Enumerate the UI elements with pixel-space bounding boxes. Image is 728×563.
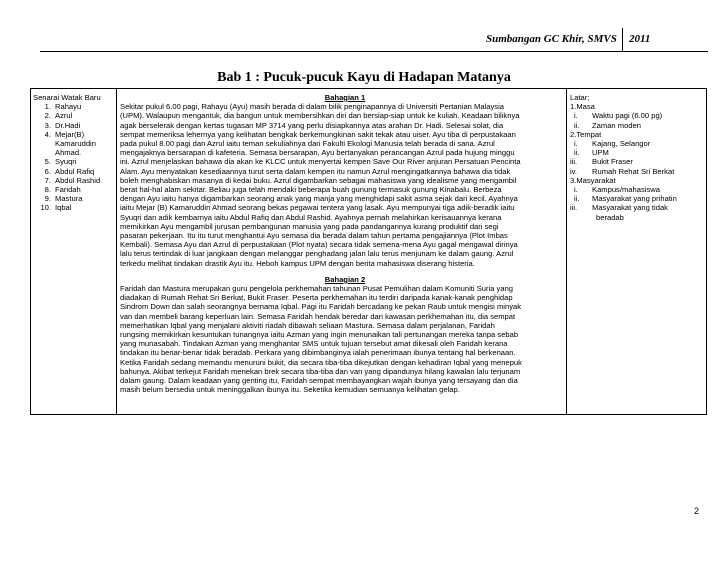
list-item: i. Kajang, Selangor: [574, 139, 651, 149]
page-number: 2: [694, 506, 700, 516]
list-item: 7. Abdul Rashid: [44, 175, 101, 185]
setting-masa-label: 1.Masa: [570, 102, 595, 112]
list-item: 5. Syuqri: [44, 157, 77, 167]
header-separator: [622, 28, 623, 52]
list-item: 8. Faridah: [44, 185, 81, 195]
list-item: 9. Mastura: [44, 194, 83, 204]
setting-tempat-label: 2.Tempat: [570, 129, 602, 139]
section-1-paragraph: Sekitar pukul 6.00 pagi, Rahayu (Ayu) masih berada di dalam bilik penginapannya di Universiti Pertanian Malaysia (UPM). Walaupun mengantuk, dia bangun untuk membersihkan diri dan bersiap-siap untuk ke kuliah. Keadaan biliknya agak berselerak dengan kertas tugasan MP 3714 yang perlu disiapkannya atas arahan Dr. Hadi. Selesai solat, dia sempat memeriksa lehernya yang kelihatan bengkak berkemungkinan sakit tekak atau uiser. Ayu tiba di perpustakaan pada pukul 8.00 pagi dan Azrul iaitu teman sekuliahnya dari Fakulti Ekologi Manusia telah berada di sana. Azrul mengajaknya bersarapan di kafeteria. Semasa bersarapan, Ayu bertanyakan perancangan Azrul pada hujung minggu ini. Azrul menjelaskan bahawa dia akan ke KLCC untuk menyertai kempen Save Our River anjuran Persatuan Pencinta Alam. Ayu menyatakan kesediaannya turut serta dalam kempen itu namun Azrul mengingatkannya bahawa dia tidak boleh menghabiskan masanya di kedai buku. Azrul digambarkan sebagai mahasiswa yang idealisme yang mengambil berat hal-hal alam sekitar. Beliau juga telah mendaki beberapa buah gunung termasuk gunung Kinabalu. Berbeza dengan Ayu iaitu hanya digambarkan seorang anak yang manja yang menghidapi sakit asma sejak dari kecil. Ayahnya iaitu Mejar (B) Kamaruddin Ahmad seorang bekas pegawai tentera yang lasak. Ayu mempunyai tiga adik-beradik iaitu Syuqri dan adik kembarnya iaitu Abdul Rafiq dan Abdul Rashid. Ayahnya pernah melahirkan kerisauannya kerana memikirkan Ayu mengambil jurusan pembangunan manusia yang pada pandangannya kurang produktif dari segi pasaran pekerjaan. Itu itu turut menghantui Ayu semasa dia berada dalam tahun pertama pengajiannya (Plot Imbas Kembali). Semasa Ayu dan Azrul di perpustakaan (Plot nyata) secara tidak semena-mena Ayu gagal mengawal dirinya lalu terus tertindak di luar jangkaan dengan melanggar penghadang jalan lalu terus menjunam ke dalam gaung. Azrul terkedu melihat tindakan drastik Ayu itu. Heboh kampus UPM dengan berita mahasiswa diserang histeria.: [120, 102, 521, 268]
list-item: 2. Azrul: [44, 111, 73, 121]
list-item-continuation: beradab: [596, 212, 624, 222]
synopsis: [120, 93, 570, 395]
list-item: i. Waktu pagi (6.00 pg): [574, 111, 663, 121]
list-item: 1. Rahayu: [44, 102, 82, 112]
list-item: ii. UPM: [574, 148, 609, 158]
list-item: Ahmad.: [55, 148, 82, 158]
list-item: iii. Bukit Fraser: [570, 157, 633, 167]
header-author: Sumbangan GC Khir, SMVS: [486, 33, 617, 45]
list-item: 6. Abdul Rafiq: [44, 166, 95, 176]
setting-heading: Latar;: [570, 93, 590, 102]
list-item: 10. Iqbal: [40, 203, 72, 213]
list-item: i. Kampus/mahasiswa: [574, 185, 660, 195]
list-item: ii. Zaman moden: [574, 120, 641, 130]
list-item: iv. Rumah Rehat Sri Berkat: [570, 166, 675, 176]
list-item: ii. Masyarakat yang prihatin: [574, 194, 677, 204]
section-2-paragraph: Faridah dan Mastura merupakan guru pengelola perkhemahan tahunan Pusat Pemulihan dalam Komuniti Suria yang diadakan di Rumah Rehat Sri Berkat, Bukit Fraser. Peserta perkhemahan itu terdiri daripada kanak-kanak penghidap Sindrom Down dan salah seorangnya bernama Iqbal. Pagi itu Faridah bercadang ke pekan Raub untuk mengisi minyak van dan membeli barang keperluan lain. Semasa Faridah hendak beredar dari kawasan perkhemahan itu, dia sempat memerhatikan Iqbal yang menjalani aktiviti riadah dibawah seliaan Mastura. Semasa dalam perjalanan, Faridah rungsing memikirkan kesuntukan tunangnya iaitu Azman yang ingin menunaikan tali pertunangan mereka tanpa sebab yang munasabah. Tindakan Azman yang menghantar SMS untuk tujuan tersebut amat dikesali oleh Faridah kerana tindakan itu benar-benar tidak beradab. Perkara yang dibimbanginya ialah penerimaan ibunya tentang hal berkenaan. Ketika Faridah sedang memandu menuruni bukit, dia secara tiba-tiba dikejutkan dengan kehadiran Iqbal yang menepuk bahunya. Akibat terkejut Faridah menekan brek secara tiba-tiba dan van yang dipandunya hilang kawalan lalu terjunam dalam gaung. Dalam keadaan yang genting itu, Faridah sempat membayangkan wajah ibunya yang tersayang dan dia masih belum bersedia untuk meninggalkan ibunya itu. Seketika kemudian semuanya kelihatan gelap.: [120, 284, 522, 395]
setting-masyarakat-label: 3.Masyarakat: [570, 175, 616, 185]
column-divider: [116, 89, 117, 414]
list-item: 4. Mejar(B): [44, 129, 85, 139]
character-list-heading: Senarai Watak Baru: [33, 93, 101, 102]
section-heading: Bahagian 1: [324, 93, 366, 102]
summary-table: [30, 88, 707, 415]
setting-list: [570, 93, 708, 222]
list-item: iii. Masyarakat yang tidak: [570, 203, 668, 213]
header-rule: [40, 51, 708, 52]
chapter-title: Bab 1 : Pucuk-pucuk Kayu di Hadapan Matanya: [217, 70, 511, 85]
list-item: Kamaruddin: [55, 139, 96, 149]
header-year: 2011: [629, 33, 651, 45]
list-item: 3. Dr.Hadi: [44, 120, 81, 130]
section-heading: Bahagian 2: [324, 274, 366, 284]
character-list: [33, 93, 113, 213]
